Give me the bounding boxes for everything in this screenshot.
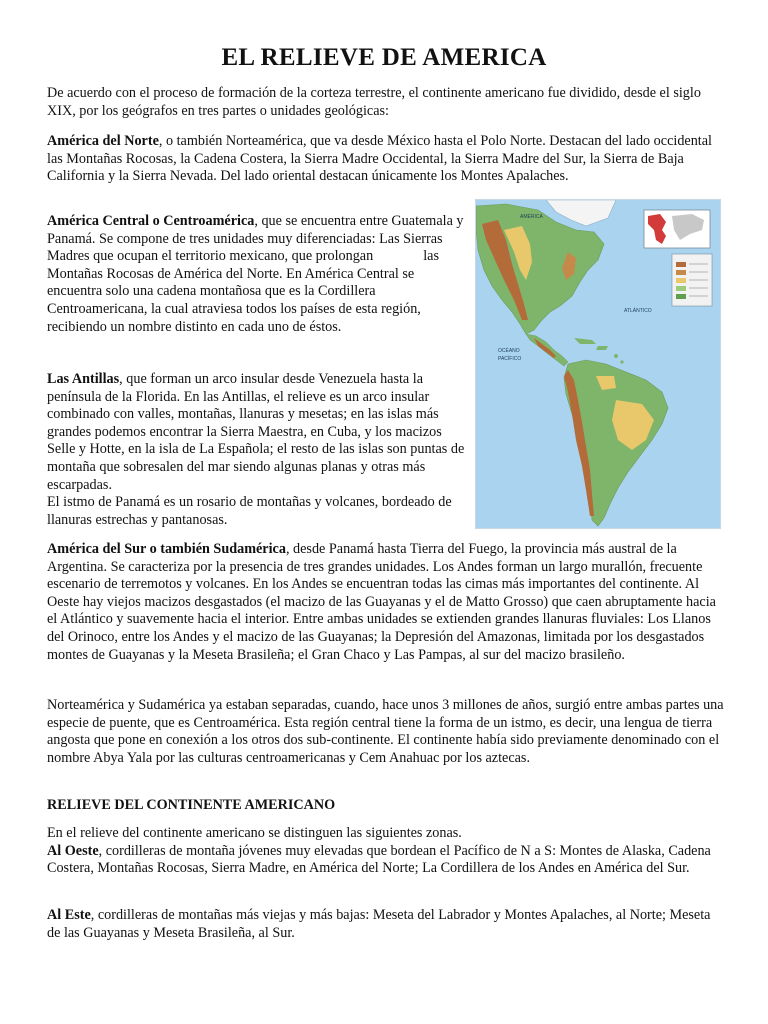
oeste-text: , cordilleras de montaña jóvenes muy elevadas que bordean el Pacífico de N a S: Montes de Alaska, Cadena Costera, Montañas Rocosas, Sierra Madre, en América del Norte; La Cordillera de los Andes en América del Sur. (47, 842, 711, 877)
oeste-term: Al Oeste (47, 842, 99, 859)
zonas-paragraph (47, 825, 727, 878)
puente-paragraph: Norteamérica y Sudamérica ya estaban separadas, cuando, hace unos 3 millones de años, surgió entre ambas partes una especie de puente, que es Centroamérica. Esta región central tiene la forma de un istmo, es decir, una lengua de tierra angosta que pone en conexión a los otros dos sub-continente. El continente había sido previamente denominado con el nombre Abya Yala por las culturas centroamericanas y Cem Anahuac por los aztecas. (47, 697, 724, 766)
zonas-intro: En el relieve del continente americano se distinguen las siguientes zonas. (47, 825, 462, 841)
intro-paragraph: De acuerdo con el proceso de formación de la corteza terrestre, el continente americano fue dividido, desde el siglo XIX, por los geógrafos en tres partes o unidades geológicas: (47, 85, 701, 119)
este-paragraph (47, 907, 727, 942)
istmo-text: El istmo de Panamá es un rosario de montañas y volcanes, bordeado de llanuras estrechas y pantanosas. (47, 494, 452, 528)
page-title: EL RELIEVE DE AMERICA (221, 44, 547, 71)
este-term: Al Este (47, 907, 91, 923)
central-term: América Central o Centroamérica (47, 213, 255, 229)
section-heading-relieve: RELIEVE DEL CONTINENTE AMERICANO (47, 797, 336, 813)
central-text-a: , que se encuentra entre Guatemala y Panamá. Se compone de tres unidades muy diferenciadas: Las Sierras Madres que ocupan el territorio mexicano, que prolongan (47, 213, 464, 265)
norte-text: , o también Norteamérica, que va desde México hasta el Polo Norte. Destacan del lado occidental las Montañas Rocosas, la Cadena Costera, la Sierra Madre Occidental, la Sierra Madre del Sur, la Sierra de Baja California y la Sierra Nevada. Del lado oriental destacan únicamente los Montes Apalaches. (47, 133, 712, 185)
antillas-text: , que forman un arco insular desde Venezuela hasta la península de la Florida. En las Antillas, el relieve es un arco insular combinado con valles, montañas, llanuras y mesetas; en las islas más grandes podemos encontrar la Sierra Maestra, en Cuba, y los macizos Selle y Hotte, en la isla de La Española; el resto de las islas son puntas de montaña que sobresalen del mar siendo algunas planas y otras más escarpadas. (47, 371, 465, 493)
sur-term: América del Sur o también Sudamérica (47, 541, 286, 557)
norte-term: América del Norte (47, 133, 159, 149)
central-text-b: las Montañas Rocosas de América del Norte. En América Central se encuentra solo una cadena montañosa que es la Cordillera Centroamericana, la cual atraviesa todos los países de esta región, recibiendo un nombre distinto en cada uno de éstos. (47, 248, 439, 335)
america-relief-map (475, 199, 721, 529)
sur-paragraph (47, 541, 727, 664)
map-label-pacifico: PACÍFICO (498, 356, 522, 362)
este-text: , cordilleras de montañas más viejas y más bajas: Meseta del Labrador y Montes Apalaches, al Norte; Meseta de las Guayanas y Meseta Brasileña, al Sur. (47, 907, 711, 941)
central-paragraph (47, 213, 467, 336)
map-label-atlantico: ATLÁNTICO (624, 308, 652, 314)
norte-paragraph (47, 133, 727, 186)
antillas-paragraph (47, 371, 467, 529)
sur-text: , desde Panamá hasta Tierra del Fuego, la provincia más austral de la Argentina. Se caracteriza por la presencia de tres grandes unidades. Los Andes forman un largo murallón, frecuente escenario de terremotos y volcanes. En los Andes se encuentran todas las cimas más importantes del continente. Al Oeste hay viejos macizos desgastados (el macizo de las Guayanas y el de Matto Grosso) que caen abruptamente hacia el Atlántico y suavemente hacia el interior. Entre ambas unidades se extienden grandes llanuras fluviales: Los Llanos del Orinoco, entre los Andes y el macizo de las Guayanas; la Depresión del Amazonas, limitada por los desgastados montes de Guayanas y la Meseta Brasileña; el Gran Chaco y Las Pampas, al sur del macizo brasileño. (47, 541, 716, 663)
antillas-term: Las Antillas (47, 371, 120, 387)
map-label-america: AMÉRICA (520, 214, 543, 220)
map-label-oceano: OCÉANO (498, 348, 520, 354)
